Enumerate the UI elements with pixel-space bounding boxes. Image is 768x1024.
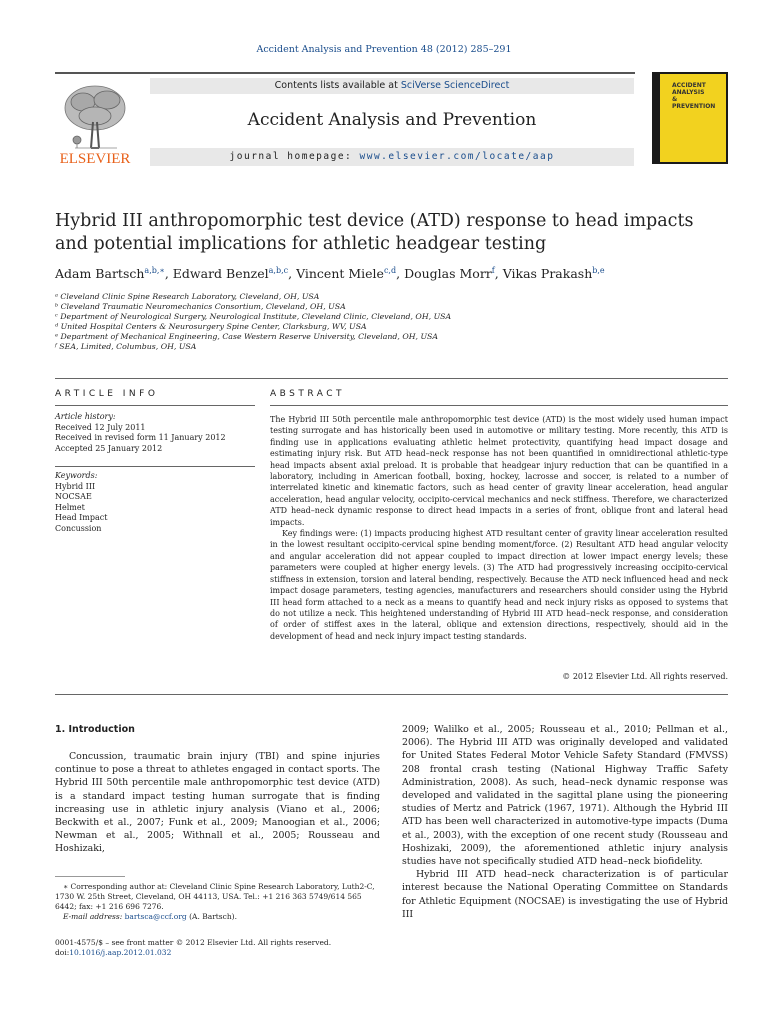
author-affiliation-marks[interactable]: f — [491, 266, 495, 275]
author-name: Douglas Morr — [404, 266, 492, 282]
email-line — [55, 912, 383, 922]
divider — [55, 378, 728, 379]
intro-right-column — [402, 723, 728, 921]
keyword: Helmet — [55, 502, 85, 512]
author-affiliation-marks[interactable]: c,d — [383, 266, 397, 275]
author-name: Vincent Miele — [296, 266, 384, 282]
history-label: Article history: — [55, 412, 116, 421]
cover-line: ANALYSIS — [672, 89, 705, 96]
abstract-paragraph: Key findings were: (1) impacts producing highest ATD resultant center of gravity linear acceleration resulted in the lowest resultant occipito-cervical spine bending moment/force. (2) Resultant ATD head angular velocity and angular acceleration did not appear coupled to impact direction at lower impact energy levels; these parameters were coupled at higher energy levels. (3) The ATD had progressively increasing occipito-cervical stiffness in extension, torsion and lateral bending, respectively. Because the ATD neck influenced head and neck impact dosage parameters, testing agencies, manufacturers and researchers should consider using the Hybrid III head form attached to a neck as a means to quantify head and neck injury risks as opposed to systems that do not utilize a neck. This heightened understanding of Hybrid III ATD head–neck response, and consideration of order of stiffest axes in the lateral, oblique and extension directions, respectively, should aid in the development of head and neck injury impact testing standards. — [270, 529, 728, 641]
author-affiliation-marks[interactable]: b,e — [592, 266, 605, 275]
email-suffix: (A. Bartsch). — [186, 912, 237, 921]
revised-date: Received in revised form 11 January 2012 — [55, 433, 226, 442]
author-affiliation-marks[interactable]: a,b,∗ — [144, 266, 165, 275]
divider — [55, 466, 255, 467]
article-history — [55, 412, 260, 454]
affiliation: ᶜ Department of Neurological Surgery, Neurological Institute, Cleveland Clinic, Cleveland, OH, USA — [55, 312, 452, 321]
cover-line: ACCIDENT — [672, 82, 706, 89]
keywords — [55, 471, 260, 534]
received-date: Received 12 July 2011 — [55, 422, 146, 432]
contents-line — [150, 80, 634, 91]
author-affiliation-marks[interactable]: a,b,c — [268, 266, 289, 275]
issn: 0001-4575/$ – see front matter © 2012 Elsevier Ltd. All rights reserved. — [55, 938, 332, 947]
journal-citation[interactable]: Accident Analysis and Prevention 48 (2012) 285–291 — [256, 44, 512, 55]
article-info-heading: ARTICLE INFO — [55, 389, 159, 399]
intro-paragraph: 2009; Walilko et al., 2005; Rousseau et al., 2010; Pellman et al., 2006). The Hybrid III ATD was originally developed and validated for United States Federal Motor Vehicle Safety Standard (FMVSS) 208 frontal crash testing (National Highway Traffic Safety Administration, 2008). As such, head–neck dynamic response was developed and validated in the sagittal plane using the pioneering studies of Mertz and Patrick (1967, 1971). Although the Hybrid III ATD has been well characterized in automotive-type impacts (Duma et al., 2003), with the exception of one recent study (Rousseau and Hoshizaki, 2009), the aforementioned athletic injury analysis studies have not specifically studied ATD head–neck biofidelity. — [402, 724, 728, 868]
copyright: © 2012 Elsevier Ltd. All rights reserved. — [562, 672, 728, 681]
affiliation: ᵃ Cleveland Clinic Spine Research Laboratory, Cleveland, OH, USA — [55, 292, 320, 301]
affiliation: ᵇ Cleveland Traumatic Neuromechanics Consortium, Cleveland, OH, USA — [55, 302, 346, 311]
affiliation: ᵉ Department of Mechanical Engineering, Case Western Reserve University, Cleveland, OH, USA — [55, 332, 439, 341]
email-link[interactable]: bartsca@ccf.org — [124, 912, 187, 921]
author-separator: , — [494, 266, 503, 282]
doi-prefix: doi: — [55, 948, 70, 957]
title-line-1: Hybrid III anthropomorphic test device (ATD) response to head impacts — [55, 211, 694, 231]
author-separator: , — [288, 266, 297, 282]
homepage-prefix: journal homepage: — [229, 151, 360, 162]
journal-title: Accident Analysis and Prevention — [247, 110, 537, 130]
keyword: Hybrid III — [55, 481, 96, 491]
abstract-heading: ABSTRACT — [270, 389, 346, 399]
cover-text — [672, 82, 715, 110]
abstract-body — [270, 414, 728, 642]
title-line-2: and potential implications for athletic headgear testing — [55, 234, 547, 254]
author-list — [55, 266, 735, 281]
issn-line — [55, 938, 385, 958]
journal-homepage — [150, 151, 634, 162]
intro-paragraph: Hybrid III ATD head–neck characterization is of particular interest because the National Operating Committee on Standards for Athletic Equipment (NOCSAE) is investigating the use of Hybrid III — [402, 869, 728, 920]
doi-link[interactable]: 10.1016/j.aap.2012.01.032 — [69, 948, 172, 957]
author-name: Adam Bartsch — [55, 266, 145, 282]
affiliation: ᵈ United Hospital Centers & Neurosurgery Spine Center, Clarksburg, WV, USA — [55, 322, 367, 331]
sciencedirect-link[interactable]: SciVerse ScienceDirect — [400, 80, 510, 91]
doi-line — [55, 948, 385, 958]
corresponding-author: ∗ Corresponding author at: Cleveland Clinic Spine Research Laboratory, Luth2-C, 1730 W. 25th Street, Cleveland, OH 44113, USA. Tel.: +1 216 363 5749/614 565 6442; fax: +1 216 696 7276. — [55, 882, 375, 911]
keyword: Head Impact — [55, 513, 108, 522]
article-title — [55, 210, 715, 256]
elsevier-wordmark: ELSEVIER — [59, 151, 131, 167]
author-separator: , — [396, 266, 405, 282]
keyword: Concussion — [55, 523, 102, 533]
divider — [270, 405, 728, 406]
author-separator: , — [164, 266, 173, 282]
accepted-date: Accepted 25 January 2012 — [55, 443, 163, 453]
journal-cover-image[interactable] — [652, 72, 728, 164]
divider — [55, 405, 255, 406]
footnote-rule — [55, 876, 125, 877]
intro-left-column — [55, 750, 380, 856]
keywords-label: Keywords: — [55, 471, 98, 480]
author-name: Edward Benzel — [172, 266, 269, 282]
cover-panel — [660, 74, 726, 162]
contents-prefix: Contents lists available at — [274, 80, 401, 91]
cover-line: PREVENTION — [672, 103, 716, 110]
email-label: E-mail address: — [63, 912, 125, 921]
abstract-paragraph: The Hybrid III 50th percentile male anthropomorphic test device (ATD) is the most widely used human impact testing surrogate and has historically been used in automotive or military testing. More recently, this ATD is finding use in applications evaluating athletic helmet protectivity, quantifying head impact dosage and estimating injury risk. But ATD head–neck response has not been quantified in omnidirectional athletic-type head impacts absent axial preload. It is probable that headgear injury reduction that can be quantified in a laboratory, including in American football, boxing, hockey, lacrosse and soccer, is related to a number of interrelated kinetic and kinematic factors, such as head center of gravity linear acceleration, head angular acceleration, head angular velocity, occipito-cervical mechanics and neck stiffness. Therefore, we characterized ATD head–neck dynamic response to direct head impacts in a series of front, oblique front and lateral head impacts. — [270, 415, 728, 527]
homepage-link[interactable]: www.elsevier.com/locate/aap — [359, 151, 555, 162]
affiliation: ᶠ SEA, Limited, Columbus, OH, USA — [55, 342, 197, 351]
author-name: Vikas Prakash — [502, 266, 593, 282]
section-heading-introduction: 1. Introduction — [55, 724, 135, 735]
corresponding-author-footnote — [55, 882, 383, 922]
keyword: NOCSAE — [55, 492, 92, 501]
cover-line: & — [672, 96, 678, 103]
divider — [55, 694, 728, 695]
intro-paragraph: Concussion, traumatic brain injury (TBI) and spine injuries continue to pose a threat to athletes engaged in contact sports. The Hybrid III 50th percentile male anthropomorphic test device (ATD) is a standard impact testing human surrogate that is finding increasing use in athletic injury analysis (Viano et al., 2006; Beckwith et al., 2007; Funk et al., 2009; Manoogian et al., 2006; Newman et al., 2005; Withnall et al., 2005; Rousseau and Hoshizaki, — [55, 751, 380, 855]
